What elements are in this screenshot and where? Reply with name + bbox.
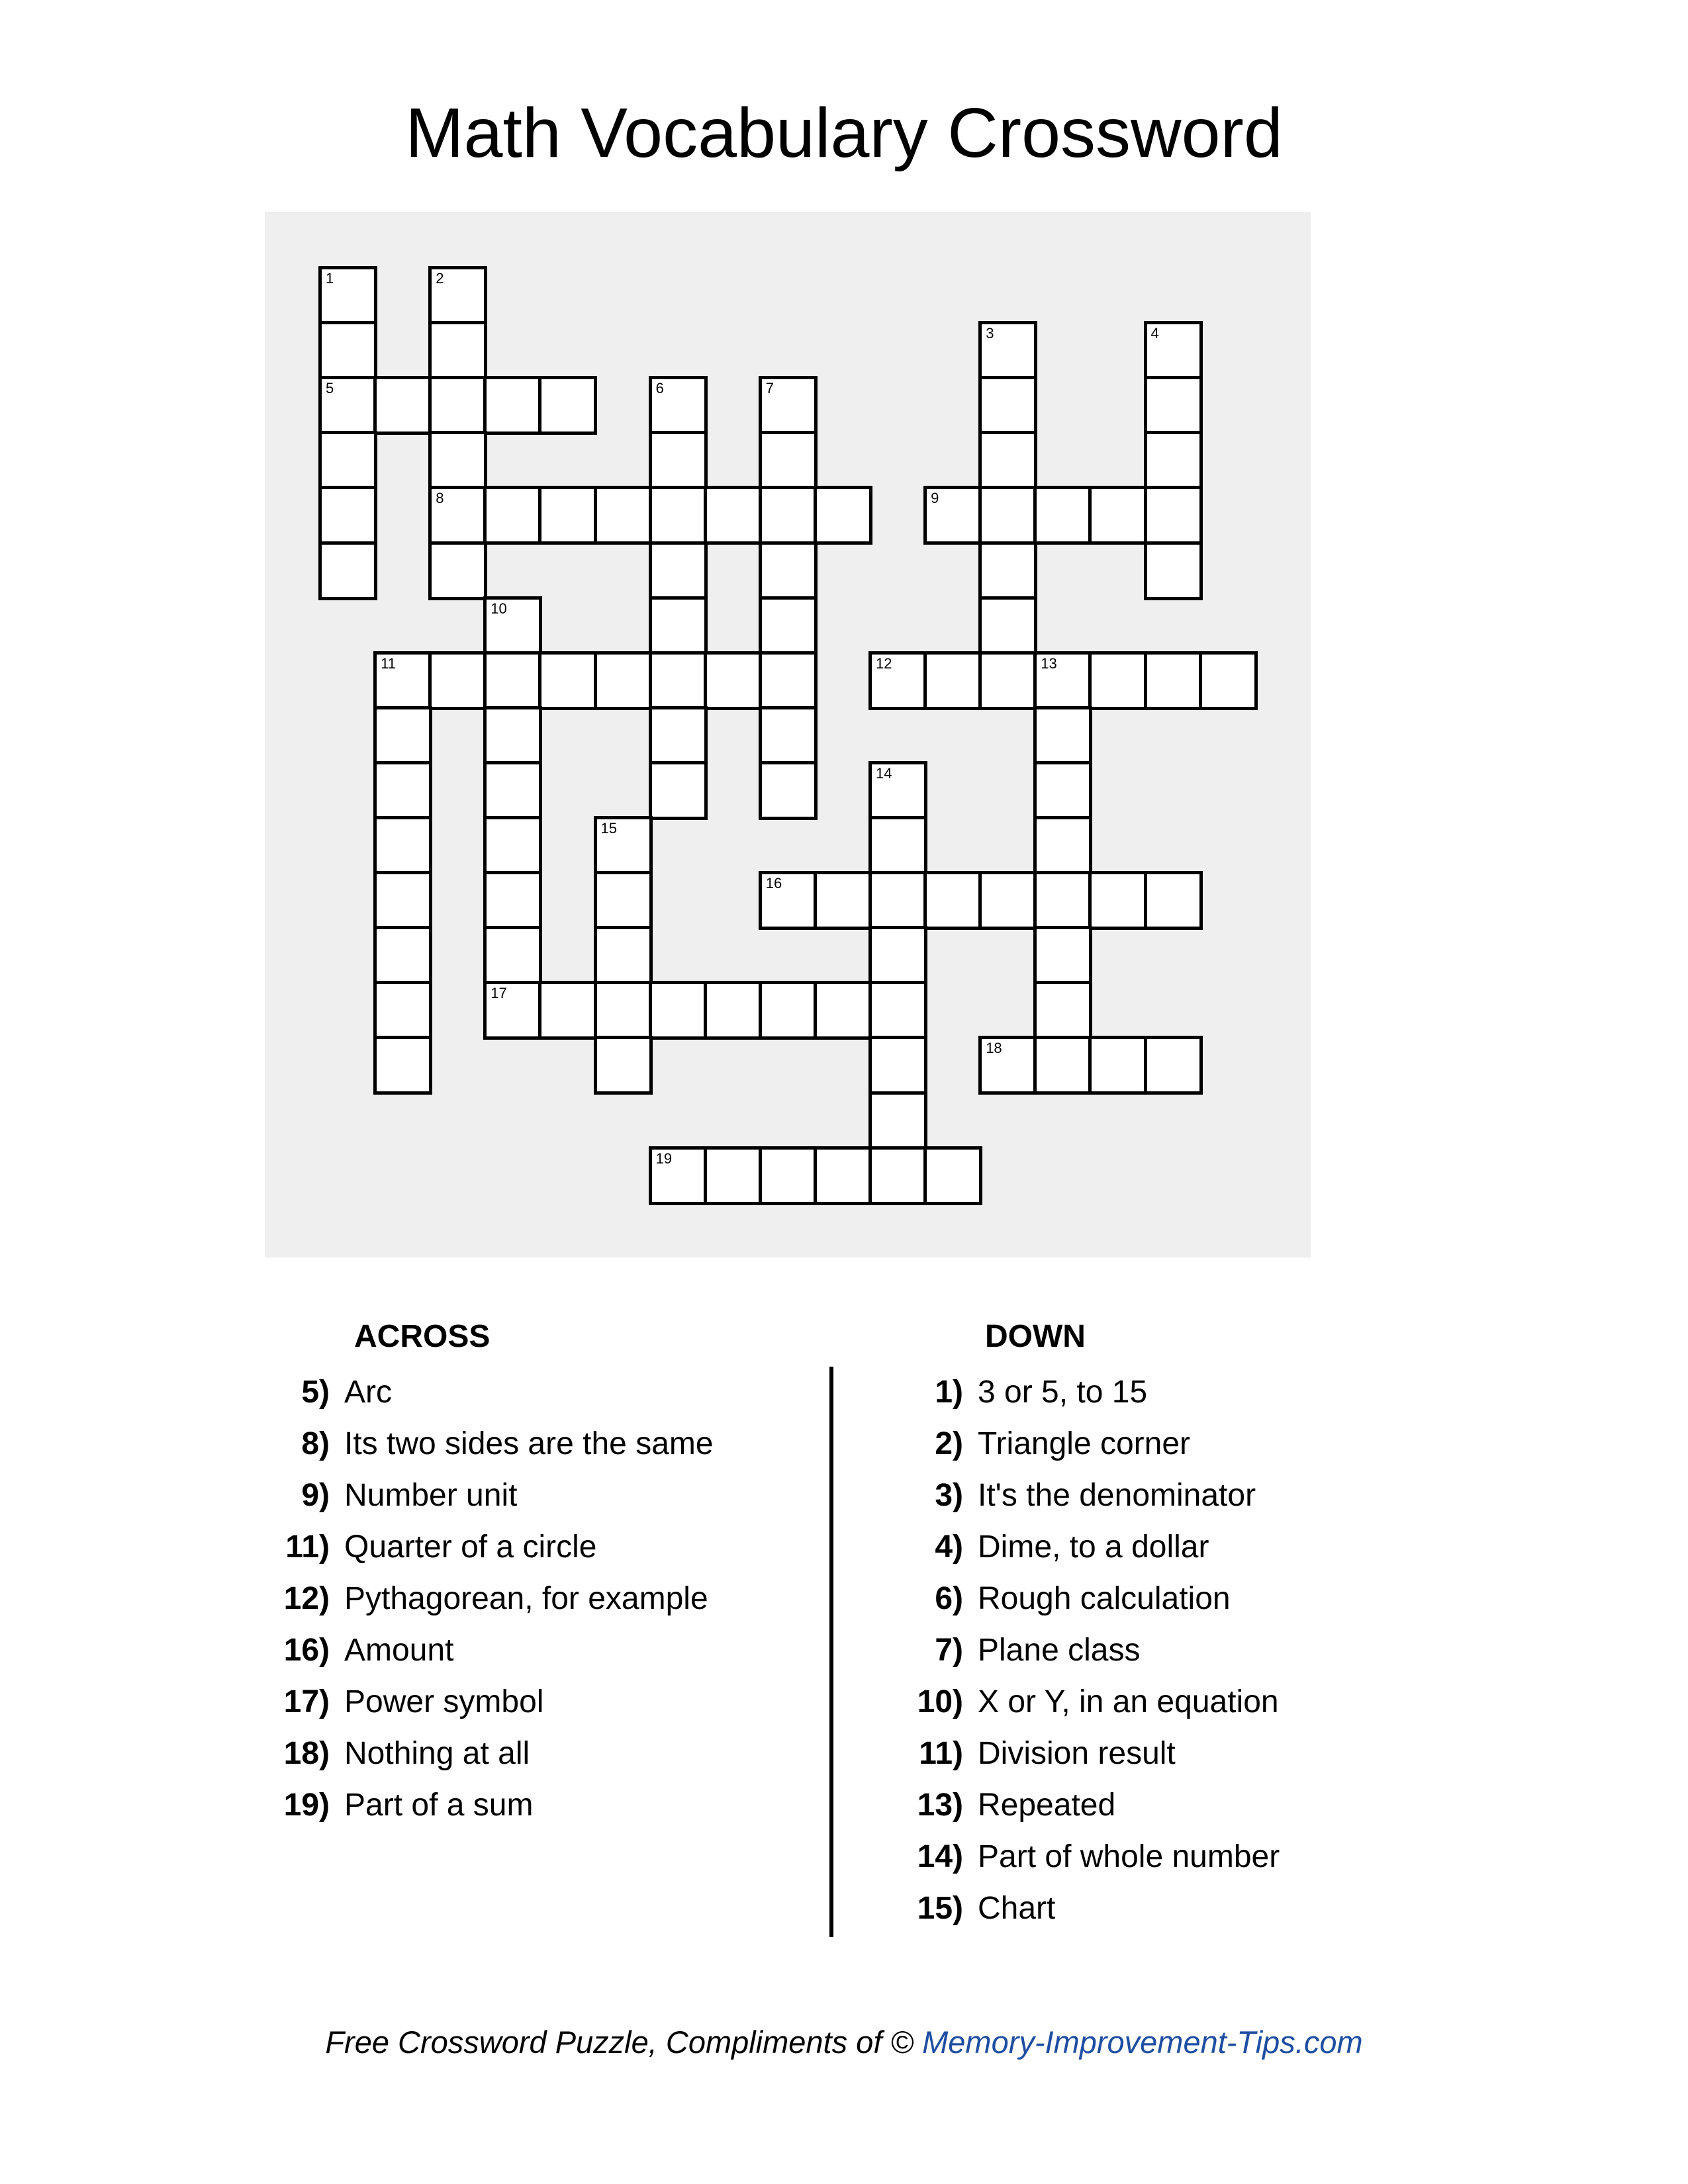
- crossword-cell[interactable]: [978, 376, 1037, 435]
- crossword-cell[interactable]: [483, 486, 542, 545]
- clue-number: 18: [986, 1040, 1002, 1057]
- clue-number: 16): [283, 1633, 330, 1668]
- crossword-cell[interactable]: [978, 486, 1037, 545]
- crossword-cell[interactable]: [373, 926, 432, 985]
- crossword-cell[interactable]: [649, 376, 708, 435]
- crossword-cell[interactable]: [318, 486, 377, 545]
- crossword-cell[interactable]: [649, 706, 708, 765]
- crossword-cell[interactable]: [483, 926, 542, 985]
- clue-number: 17: [491, 985, 507, 1002]
- crossword-cell[interactable]: [1033, 761, 1092, 820]
- crossword-cell[interactable]: [1033, 706, 1092, 765]
- clue-text: Its two sides are the same: [344, 1426, 714, 1461]
- clue-text: Pythagorean, for example: [344, 1581, 708, 1616]
- clue-number: 10): [917, 1684, 963, 1719]
- crossword-cell[interactable]: [318, 431, 377, 490]
- crossword-cell[interactable]: [483, 871, 542, 930]
- crossword-cell[interactable]: [649, 981, 708, 1040]
- crossword-cell[interactable]: [428, 376, 487, 435]
- crossword-cell[interactable]: [923, 871, 982, 930]
- clue-number: 2: [436, 270, 444, 287]
- down-clue: [919, 1736, 1176, 1771]
- crossword-cell[interactable]: [1088, 651, 1147, 710]
- clue-text: Part of whole number: [978, 1839, 1280, 1874]
- clue-number: 18): [283, 1736, 330, 1771]
- clue-number: 1: [326, 270, 334, 287]
- down-clue: [917, 1684, 1279, 1719]
- clue-number: 9: [931, 490, 939, 507]
- down-clue: [917, 1788, 1116, 1823]
- crossword-cell[interactable]: [483, 706, 542, 765]
- crossword-cell[interactable]: [373, 761, 432, 820]
- crossword-cell[interactable]: [594, 486, 653, 545]
- clue-text: Amount: [344, 1633, 454, 1668]
- clue-number: 19): [283, 1788, 330, 1823]
- crossword-cell[interactable]: [1033, 816, 1092, 875]
- across-clue: [301, 1426, 714, 1461]
- clue-number: 19: [655, 1150, 673, 1167]
- clue-number: 4): [935, 1529, 963, 1565]
- crossword-cell[interactable]: [1033, 981, 1092, 1040]
- crossword-cell[interactable]: [318, 541, 377, 600]
- crossword-cell[interactable]: [759, 651, 818, 710]
- clue-number: 3: [986, 325, 994, 342]
- crossword-cell[interactable]: [814, 1146, 872, 1205]
- crossword-cell[interactable]: [373, 871, 432, 930]
- down-clue: [917, 1839, 1280, 1874]
- crossword-cell[interactable]: [373, 376, 432, 435]
- crossword-cell[interactable]: [428, 321, 487, 380]
- crossword-cell[interactable]: [318, 321, 377, 380]
- clue-number: 11): [919, 1736, 963, 1771]
- crossword-cell[interactable]: [868, 1091, 927, 1150]
- crossword-cell[interactable]: [373, 981, 432, 1040]
- crossword-cell[interactable]: [1033, 651, 1092, 710]
- crossword-cell[interactable]: [594, 816, 653, 875]
- down-clue: [935, 1375, 1148, 1410]
- crossword-cell[interactable]: [428, 541, 487, 600]
- crossword-cell[interactable]: [483, 376, 542, 435]
- crossword-cell[interactable]: [1144, 486, 1203, 545]
- crossword-cell[interactable]: [759, 761, 818, 820]
- crossword-cell[interactable]: [318, 266, 377, 325]
- crossword-cell[interactable]: [318, 376, 377, 435]
- crossword-cell[interactable]: [759, 706, 818, 765]
- crossword-cell[interactable]: [483, 596, 542, 655]
- clue-text: Division result: [978, 1736, 1176, 1771]
- clue-number: 16: [765, 875, 782, 892]
- crossword-cell[interactable]: [704, 651, 763, 710]
- crossword-cell[interactable]: [538, 651, 597, 710]
- clue-text: Arc: [344, 1375, 392, 1410]
- crossword-cell[interactable]: [1144, 321, 1203, 380]
- crossword-cell[interactable]: [1144, 376, 1203, 435]
- crossword-cell[interactable]: [704, 981, 763, 1040]
- crossword-cell[interactable]: [649, 596, 708, 655]
- crossword-cell[interactable]: [759, 981, 818, 1040]
- crossword-cell[interactable]: [759, 871, 818, 930]
- crossword-cell[interactable]: [759, 431, 818, 490]
- clue-text: Quarter of a circle: [344, 1529, 597, 1565]
- clue-number: 15: [600, 820, 617, 837]
- footer-site-link[interactable]: Memory-Improvement-Tips.com: [922, 2025, 1363, 2060]
- crossword-cell[interactable]: [1088, 871, 1147, 930]
- clue-number: 9): [301, 1478, 330, 1513]
- crossword-cell[interactable]: [1033, 926, 1092, 985]
- across-clue: [285, 1529, 597, 1565]
- crossword-cell[interactable]: [1144, 541, 1203, 600]
- crossword-cell[interactable]: [923, 1146, 982, 1205]
- clue-number: 3): [935, 1478, 963, 1513]
- clue-number: 4: [1150, 325, 1159, 342]
- crossword-cell[interactable]: [1033, 486, 1092, 545]
- crossword-cell[interactable]: [1144, 651, 1203, 710]
- clue-number: 12): [283, 1581, 330, 1616]
- crossword-cell[interactable]: [483, 816, 542, 875]
- crossword-cell[interactable]: [594, 651, 653, 710]
- crossword-cell[interactable]: [868, 816, 927, 875]
- crossword-cell[interactable]: [1033, 1036, 1092, 1095]
- crossword-cell[interactable]: [814, 981, 872, 1040]
- crossword-cell[interactable]: [483, 981, 542, 1040]
- clue-text: 3 or 5, to 15: [978, 1375, 1148, 1410]
- crossword-cell[interactable]: [538, 486, 597, 545]
- crossword-cell[interactable]: [978, 596, 1037, 655]
- clue-text: Nothing at all: [344, 1736, 530, 1771]
- crossword-cell[interactable]: [759, 541, 818, 600]
- clue-number: 5): [301, 1375, 330, 1410]
- crossword-cell[interactable]: [373, 651, 432, 710]
- crossword-cell[interactable]: [538, 376, 597, 435]
- crossword-cell[interactable]: [538, 981, 597, 1040]
- crossword-cell[interactable]: [373, 1036, 432, 1095]
- column-divider: [829, 1367, 833, 1937]
- clue-number: 6): [935, 1581, 963, 1616]
- clue-number: 17): [283, 1684, 330, 1719]
- crossword-cell[interactable]: [649, 431, 708, 490]
- crossword-cell[interactable]: [923, 486, 982, 545]
- crossword-cell[interactable]: [649, 1146, 708, 1205]
- clue-text: Plane class: [978, 1633, 1141, 1668]
- crossword-cell[interactable]: [759, 596, 818, 655]
- crossword-cell[interactable]: [483, 761, 542, 820]
- clue-number: 14): [917, 1839, 963, 1874]
- footer: [0, 2024, 1688, 2060]
- clue-number: 6: [655, 380, 664, 397]
- crossword-cell[interactable]: [1033, 871, 1092, 930]
- crossword-cell[interactable]: [978, 541, 1037, 600]
- crossword-cell[interactable]: [1144, 871, 1203, 930]
- clue-text: X or Y, in an equation: [978, 1684, 1279, 1719]
- across-heading: ACROSS: [354, 1319, 491, 1354]
- crossword-cell[interactable]: [483, 651, 542, 710]
- clue-number: 14: [876, 764, 892, 782]
- crossword-cell[interactable]: [759, 1146, 818, 1205]
- clue-text: Part of a sum: [344, 1788, 534, 1823]
- crossword-cell[interactable]: [594, 871, 653, 930]
- crossword-cell[interactable]: [868, 1146, 927, 1205]
- clue-text: Chart: [978, 1891, 1056, 1926]
- across-clue: [283, 1633, 454, 1668]
- clue-number: 10: [491, 600, 507, 617]
- across-clue: [301, 1478, 518, 1513]
- clue-number: 13: [1041, 655, 1057, 672]
- clue-number: 11): [285, 1529, 330, 1565]
- clue-text: It's the denominator: [978, 1478, 1256, 1513]
- crossword-cell[interactable]: [428, 431, 487, 490]
- crossword-cell[interactable]: [428, 266, 487, 325]
- crossword-cell[interactable]: [868, 871, 927, 930]
- crossword-cell[interactable]: [814, 871, 872, 930]
- clue-number: 5: [326, 380, 334, 397]
- across-clue: [283, 1736, 530, 1771]
- down-clue: [917, 1891, 1056, 1926]
- crossword-cell[interactable]: [868, 926, 927, 985]
- clue-number: 1): [935, 1375, 963, 1410]
- down-clue: [935, 1581, 1231, 1616]
- crossword-cell[interactable]: [649, 761, 708, 820]
- crossword-cell[interactable]: [868, 761, 927, 820]
- crossword-cell[interactable]: [814, 486, 872, 545]
- page-title: Math Vocabulary Crossword: [405, 94, 1283, 172]
- crossword-cell[interactable]: [1144, 1036, 1203, 1095]
- crossword-cell[interactable]: [978, 1036, 1037, 1095]
- crossword-cell[interactable]: [649, 651, 708, 710]
- crossword-cell[interactable]: [704, 486, 763, 545]
- crossword-cell[interactable]: [923, 651, 982, 710]
- crossword-cell[interactable]: [1088, 486, 1147, 545]
- down-clue: [935, 1478, 1256, 1513]
- crossword-cell[interactable]: [868, 1036, 927, 1095]
- crossword-cell[interactable]: [978, 651, 1037, 710]
- down-clue: [935, 1529, 1209, 1565]
- clue-number: 2): [935, 1426, 963, 1461]
- crossword-cell[interactable]: [428, 651, 487, 710]
- clue-text: Rough calculation: [978, 1581, 1231, 1616]
- crossword-cell[interactable]: [868, 651, 927, 710]
- crossword-cell[interactable]: [978, 871, 1037, 930]
- crossword-cell[interactable]: [428, 486, 487, 545]
- clue-text: Dime, to a dollar: [978, 1529, 1209, 1565]
- crossword-cell[interactable]: [373, 706, 432, 765]
- across-clue: [283, 1788, 534, 1823]
- crossword-grid: [265, 212, 1311, 1257]
- crossword-cell[interactable]: [1088, 1036, 1147, 1095]
- across-clue: [283, 1684, 544, 1719]
- crossword-cell[interactable]: [1144, 431, 1203, 490]
- crossword-cell[interactable]: [373, 816, 432, 875]
- crossword-cell[interactable]: [759, 376, 818, 435]
- clue-number: 7): [935, 1633, 963, 1668]
- down-clue: [935, 1426, 1191, 1461]
- crossword-cell[interactable]: [594, 1036, 653, 1095]
- crossword-cell[interactable]: [759, 486, 818, 545]
- clue-text: Triangle corner: [978, 1426, 1191, 1461]
- clue-number: 12: [876, 655, 892, 672]
- footer-text: Free Crossword Puzzle, Compliments of ©: [325, 2025, 914, 2060]
- clue-number: 15): [917, 1891, 963, 1926]
- crossword-cell[interactable]: [594, 926, 653, 985]
- clue-text: Repeated: [978, 1788, 1116, 1823]
- clue-number: 11: [381, 655, 396, 672]
- crossword-cell[interactable]: [594, 981, 653, 1040]
- clue-number: 13): [917, 1788, 963, 1823]
- clue-text: Number unit: [344, 1478, 518, 1513]
- across-clue: [283, 1581, 708, 1616]
- clue-number: 8: [436, 490, 444, 507]
- across-clue: [301, 1375, 392, 1410]
- crossword-cell[interactable]: [649, 486, 708, 545]
- crossword-cell[interactable]: [1199, 651, 1258, 710]
- clue-text: Power symbol: [344, 1684, 544, 1719]
- crossword-cell[interactable]: [649, 541, 708, 600]
- down-clue: [935, 1633, 1141, 1668]
- clue-number: 7: [765, 380, 774, 397]
- down-heading: DOWN: [985, 1319, 1086, 1354]
- crossword-cell[interactable]: [868, 981, 927, 1040]
- clue-number: 8): [301, 1426, 330, 1461]
- crossword-cell[interactable]: [978, 321, 1037, 380]
- crossword-cell[interactable]: [704, 1146, 763, 1205]
- crossword-cell[interactable]: [978, 431, 1037, 490]
